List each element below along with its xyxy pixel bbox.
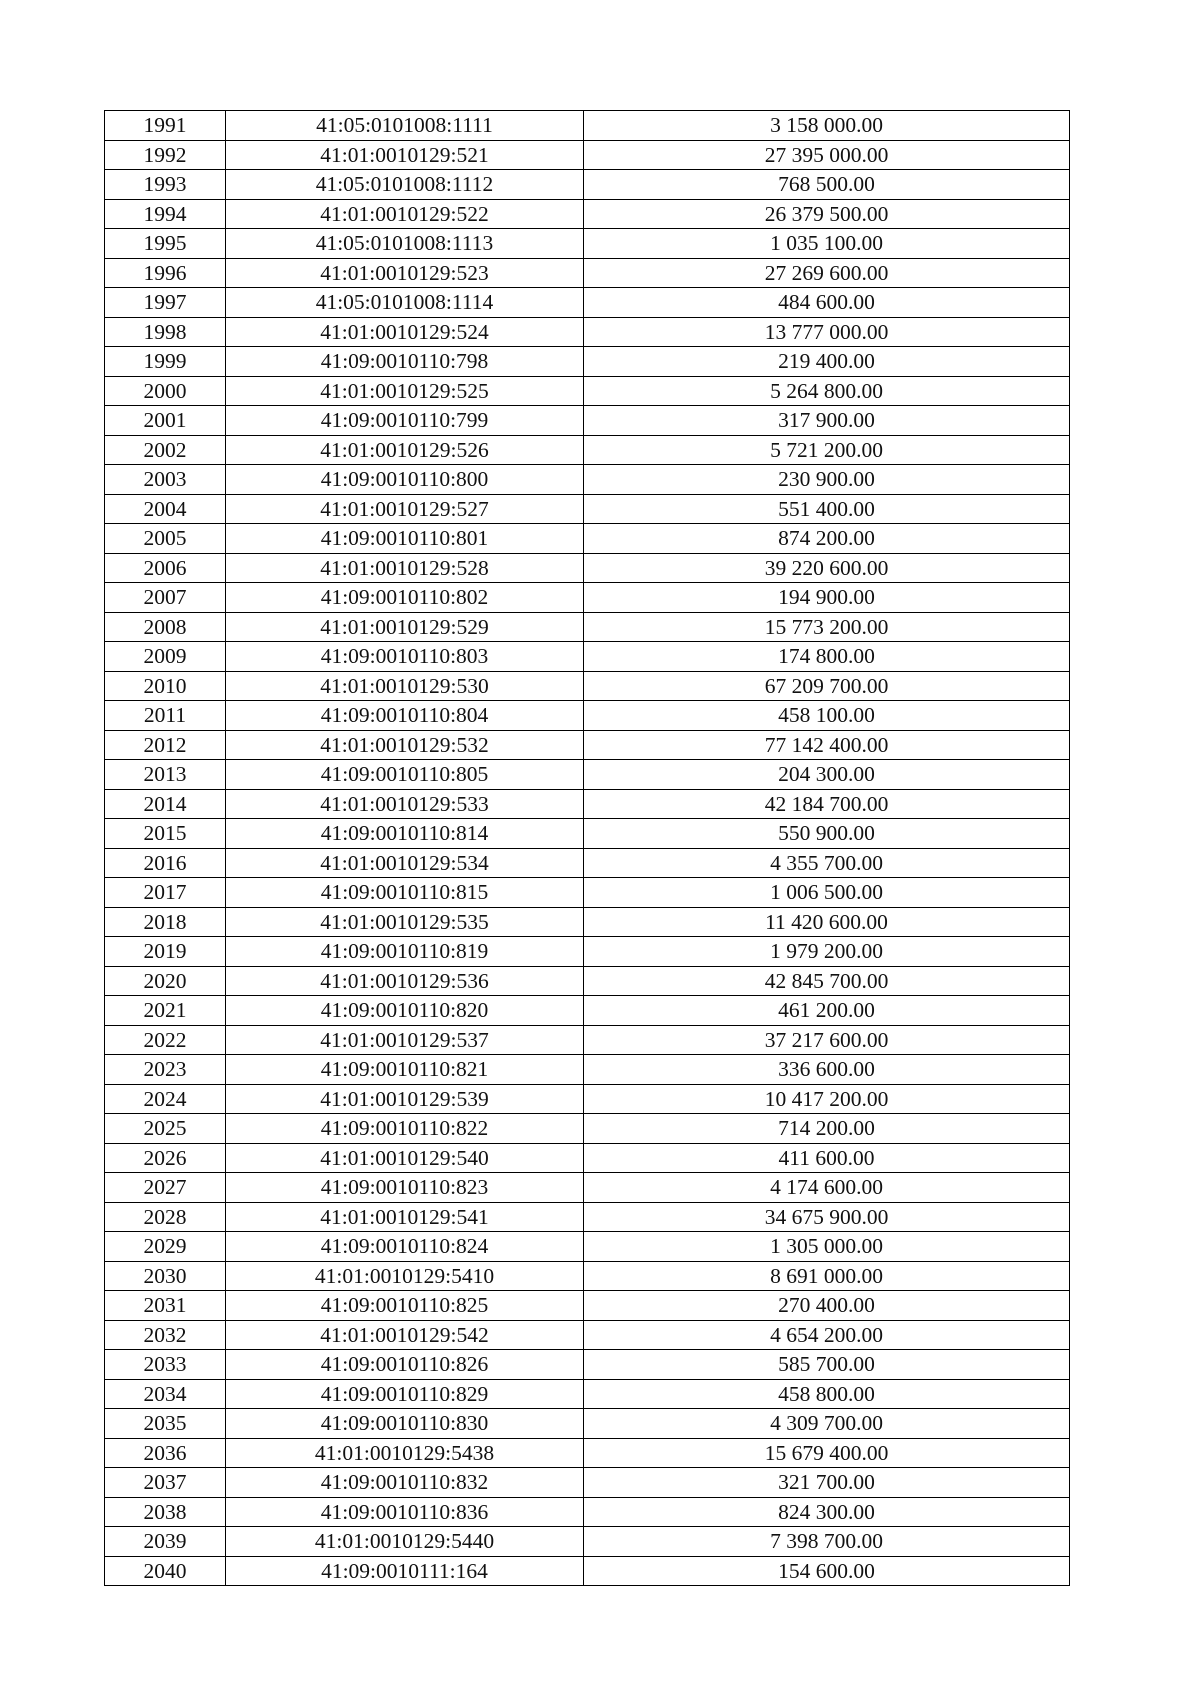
table-row	[105, 436, 1070, 466]
value-cell: 219 400.00	[584, 347, 1070, 377]
table-row	[105, 819, 1070, 849]
cadastral-number-cell: 41:09:0010110:829	[226, 1380, 584, 1410]
cadastral-number-cell: 41:09:0010110:830	[226, 1409, 584, 1439]
value-cell: 336 600.00	[584, 1055, 1070, 1085]
row-number-cell: 1991	[105, 111, 226, 141]
cadastral-number-cell: 41:09:0010110:826	[226, 1350, 584, 1380]
value-cell: 768 500.00	[584, 170, 1070, 200]
value-cell: 1 979 200.00	[584, 937, 1070, 967]
table-row	[105, 1498, 1070, 1528]
table-row	[105, 878, 1070, 908]
value-cell: 5 264 800.00	[584, 377, 1070, 407]
row-number-cell: 2023	[105, 1055, 226, 1085]
row-number-cell: 2037	[105, 1468, 226, 1498]
table-row	[105, 259, 1070, 289]
table-row	[105, 760, 1070, 790]
table-row	[105, 790, 1070, 820]
table-row	[105, 347, 1070, 377]
cadastral-number-cell: 41:05:0101008:1113	[226, 229, 584, 259]
value-cell: 321 700.00	[584, 1468, 1070, 1498]
cadastral-number-cell: 41:05:0101008:1114	[226, 288, 584, 318]
row-number-cell: 2014	[105, 790, 226, 820]
cadastral-number-cell: 41:01:0010129:530	[226, 672, 584, 702]
value-cell: 585 700.00	[584, 1350, 1070, 1380]
table-row	[105, 554, 1070, 584]
value-cell: 824 300.00	[584, 1498, 1070, 1528]
cadastral-number-cell: 41:09:0010110:825	[226, 1291, 584, 1321]
row-number-cell: 2001	[105, 406, 226, 436]
table-row	[105, 1055, 1070, 1085]
cadastral-number-cell: 41:01:0010129:533	[226, 790, 584, 820]
cadastral-number-cell: 41:01:0010129:536	[226, 967, 584, 997]
cadastral-number-cell: 41:09:0010110:819	[226, 937, 584, 967]
row-number-cell: 2003	[105, 465, 226, 495]
value-cell: 874 200.00	[584, 524, 1070, 554]
row-number-cell: 2012	[105, 731, 226, 761]
value-cell: 15 679 400.00	[584, 1439, 1070, 1469]
data-table	[104, 110, 1070, 1586]
row-number-cell: 2034	[105, 1380, 226, 1410]
cadastral-number-cell: 41:09:0010111:164	[226, 1557, 584, 1587]
value-cell: 8 691 000.00	[584, 1262, 1070, 1292]
value-cell: 34 675 900.00	[584, 1203, 1070, 1233]
row-number-cell: 1999	[105, 347, 226, 377]
value-cell: 174 800.00	[584, 642, 1070, 672]
cadastral-number-cell: 41:05:0101008:1111	[226, 111, 584, 141]
row-number-cell: 1996	[105, 259, 226, 289]
row-number-cell: 2029	[105, 1232, 226, 1262]
cadastral-number-cell: 41:01:0010129:5440	[226, 1527, 584, 1557]
table-row	[105, 377, 1070, 407]
table-row	[105, 465, 1070, 495]
table-row	[105, 1085, 1070, 1115]
row-number-cell: 2007	[105, 583, 226, 613]
row-number-cell: 2017	[105, 878, 226, 908]
cadastral-number-cell: 41:01:0010129:534	[226, 849, 584, 879]
value-cell: 1 006 500.00	[584, 878, 1070, 908]
cadastral-number-cell: 41:01:0010129:537	[226, 1026, 584, 1056]
table-row	[105, 1144, 1070, 1174]
row-number-cell: 2030	[105, 1262, 226, 1292]
row-number-cell: 2022	[105, 1026, 226, 1056]
row-number-cell: 2009	[105, 642, 226, 672]
value-cell: 484 600.00	[584, 288, 1070, 318]
row-number-cell: 2038	[105, 1498, 226, 1528]
table-row	[105, 1380, 1070, 1410]
table-row	[105, 613, 1070, 643]
cadastral-number-cell: 41:09:0010110:805	[226, 760, 584, 790]
row-number-cell: 2033	[105, 1350, 226, 1380]
table-row	[105, 967, 1070, 997]
table-row	[105, 111, 1070, 141]
table-row	[105, 908, 1070, 938]
cadastral-number-cell: 41:01:0010129:528	[226, 554, 584, 584]
row-number-cell: 2027	[105, 1173, 226, 1203]
cadastral-number-cell: 41:01:0010129:523	[226, 259, 584, 289]
value-cell: 7 398 700.00	[584, 1527, 1070, 1557]
table-row	[105, 1527, 1070, 1557]
table-row	[105, 1114, 1070, 1144]
cadastral-number-cell: 41:09:0010110:822	[226, 1114, 584, 1144]
row-number-cell: 2018	[105, 908, 226, 938]
table-row	[105, 1232, 1070, 1262]
table-row	[105, 1203, 1070, 1233]
cadastral-number-cell: 41:01:0010129:524	[226, 318, 584, 348]
row-number-cell: 2039	[105, 1527, 226, 1557]
table-row	[105, 1557, 1070, 1587]
table-row	[105, 996, 1070, 1026]
cadastral-number-cell: 41:01:0010129:540	[226, 1144, 584, 1174]
cadastral-number-cell: 41:01:0010129:532	[226, 731, 584, 761]
cadastral-number-cell: 41:01:0010129:525	[226, 377, 584, 407]
value-cell: 67 209 700.00	[584, 672, 1070, 702]
cadastral-number-cell: 41:09:0010110:801	[226, 524, 584, 554]
cadastral-number-cell: 41:01:0010129:5438	[226, 1439, 584, 1469]
row-number-cell: 2025	[105, 1114, 226, 1144]
row-number-cell: 2008	[105, 613, 226, 643]
row-number-cell: 2026	[105, 1144, 226, 1174]
table-row	[105, 731, 1070, 761]
table-row	[105, 495, 1070, 525]
value-cell: 4 309 700.00	[584, 1409, 1070, 1439]
table-row	[105, 288, 1070, 318]
value-cell: 10 417 200.00	[584, 1085, 1070, 1115]
cadastral-number-cell: 41:09:0010110:800	[226, 465, 584, 495]
table-row	[105, 524, 1070, 554]
row-number-cell: 2016	[105, 849, 226, 879]
value-cell: 37 217 600.00	[584, 1026, 1070, 1056]
cadastral-number-cell: 41:09:0010110:823	[226, 1173, 584, 1203]
cadastral-number-cell: 41:09:0010110:832	[226, 1468, 584, 1498]
table-row	[105, 1291, 1070, 1321]
table-row	[105, 200, 1070, 230]
table-row	[105, 1173, 1070, 1203]
value-cell: 194 900.00	[584, 583, 1070, 613]
value-cell: 317 900.00	[584, 406, 1070, 436]
row-number-cell: 2024	[105, 1085, 226, 1115]
cadastral-number-cell: 41:01:0010129:541	[226, 1203, 584, 1233]
row-number-cell: 2021	[105, 996, 226, 1026]
value-cell: 411 600.00	[584, 1144, 1070, 1174]
value-cell: 42 184 700.00	[584, 790, 1070, 820]
table-row	[105, 1409, 1070, 1439]
cadastral-number-cell: 41:01:0010129:5410	[226, 1262, 584, 1292]
table-row	[105, 141, 1070, 171]
row-number-cell: 1997	[105, 288, 226, 318]
value-cell: 42 845 700.00	[584, 967, 1070, 997]
table-row	[105, 1350, 1070, 1380]
cadastral-number-cell: 41:09:0010110:815	[226, 878, 584, 908]
row-number-cell: 2031	[105, 1291, 226, 1321]
value-cell: 1 305 000.00	[584, 1232, 1070, 1262]
table-row	[105, 583, 1070, 613]
cadastral-number-cell: 41:01:0010129:527	[226, 495, 584, 525]
row-number-cell: 2035	[105, 1409, 226, 1439]
row-number-cell: 2006	[105, 554, 226, 584]
value-cell: 204 300.00	[584, 760, 1070, 790]
row-number-cell: 2004	[105, 495, 226, 525]
row-number-cell: 2002	[105, 436, 226, 466]
row-number-cell: 2011	[105, 701, 226, 731]
table-row	[105, 1262, 1070, 1292]
value-cell: 1 035 100.00	[584, 229, 1070, 259]
table-row	[105, 1026, 1070, 1056]
value-cell: 11 420 600.00	[584, 908, 1070, 938]
row-number-cell: 2032	[105, 1321, 226, 1351]
cadastral-number-cell: 41:01:0010129:539	[226, 1085, 584, 1115]
table-row	[105, 229, 1070, 259]
cadastral-number-cell: 41:01:0010129:542	[226, 1321, 584, 1351]
cadastral-number-cell: 41:01:0010129:535	[226, 908, 584, 938]
value-cell: 154 600.00	[584, 1557, 1070, 1587]
table-row	[105, 937, 1070, 967]
value-cell: 26 379 500.00	[584, 200, 1070, 230]
row-number-cell: 2005	[105, 524, 226, 554]
table-row	[105, 1468, 1070, 1498]
cadastral-number-cell: 41:01:0010129:522	[226, 200, 584, 230]
value-cell: 714 200.00	[584, 1114, 1070, 1144]
row-number-cell: 2015	[105, 819, 226, 849]
cadastral-number-cell: 41:09:0010110:821	[226, 1055, 584, 1085]
row-number-cell: 2019	[105, 937, 226, 967]
value-cell: 4 174 600.00	[584, 1173, 1070, 1203]
value-cell: 13 777 000.00	[584, 318, 1070, 348]
value-cell: 15 773 200.00	[584, 613, 1070, 643]
table-row	[105, 1321, 1070, 1351]
row-number-cell: 2010	[105, 672, 226, 702]
value-cell: 27 395 000.00	[584, 141, 1070, 171]
table-row	[105, 318, 1070, 348]
value-cell: 551 400.00	[584, 495, 1070, 525]
row-number-cell: 2036	[105, 1439, 226, 1469]
value-cell: 270 400.00	[584, 1291, 1070, 1321]
table-row	[105, 701, 1070, 731]
value-cell: 39 220 600.00	[584, 554, 1070, 584]
cadastral-number-cell: 41:09:0010110:804	[226, 701, 584, 731]
table-row	[105, 406, 1070, 436]
cadastral-number-cell: 41:01:0010129:521	[226, 141, 584, 171]
cadastral-number-cell: 41:09:0010110:820	[226, 996, 584, 1026]
cadastral-number-cell: 41:09:0010110:803	[226, 642, 584, 672]
row-number-cell: 2028	[105, 1203, 226, 1233]
table-row	[105, 1439, 1070, 1469]
table-row	[105, 672, 1070, 702]
table-row	[105, 170, 1070, 200]
table-row	[105, 642, 1070, 672]
cadastral-number-cell: 41:09:0010110:798	[226, 347, 584, 377]
row-number-cell: 2000	[105, 377, 226, 407]
row-number-cell: 1993	[105, 170, 226, 200]
value-cell: 461 200.00	[584, 996, 1070, 1026]
value-cell: 550 900.00	[584, 819, 1070, 849]
value-cell: 27 269 600.00	[584, 259, 1070, 289]
cadastral-number-cell: 41:09:0010110:836	[226, 1498, 584, 1528]
cadastral-number-cell: 41:05:0101008:1112	[226, 170, 584, 200]
row-number-cell: 1998	[105, 318, 226, 348]
cadastral-number-cell: 41:09:0010110:802	[226, 583, 584, 613]
cadastral-number-cell: 41:01:0010129:529	[226, 613, 584, 643]
cadastral-number-cell: 41:09:0010110:814	[226, 819, 584, 849]
cadastral-number-cell: 41:09:0010110:824	[226, 1232, 584, 1262]
value-cell: 4 654 200.00	[584, 1321, 1070, 1351]
row-number-cell: 1995	[105, 229, 226, 259]
value-cell: 458 800.00	[584, 1380, 1070, 1410]
value-cell: 4 355 700.00	[584, 849, 1070, 879]
cadastral-number-cell: 41:09:0010110:799	[226, 406, 584, 436]
value-cell: 3 158 000.00	[584, 111, 1070, 141]
value-cell: 230 900.00	[584, 465, 1070, 495]
row-number-cell: 2013	[105, 760, 226, 790]
row-number-cell: 1994	[105, 200, 226, 230]
table-row	[105, 849, 1070, 879]
cadastral-number-cell: 41:01:0010129:526	[226, 436, 584, 466]
value-cell: 77 142 400.00	[584, 731, 1070, 761]
value-cell: 5 721 200.00	[584, 436, 1070, 466]
row-number-cell: 2020	[105, 967, 226, 997]
value-cell: 458 100.00	[584, 701, 1070, 731]
row-number-cell: 1992	[105, 141, 226, 171]
row-number-cell: 2040	[105, 1557, 226, 1587]
